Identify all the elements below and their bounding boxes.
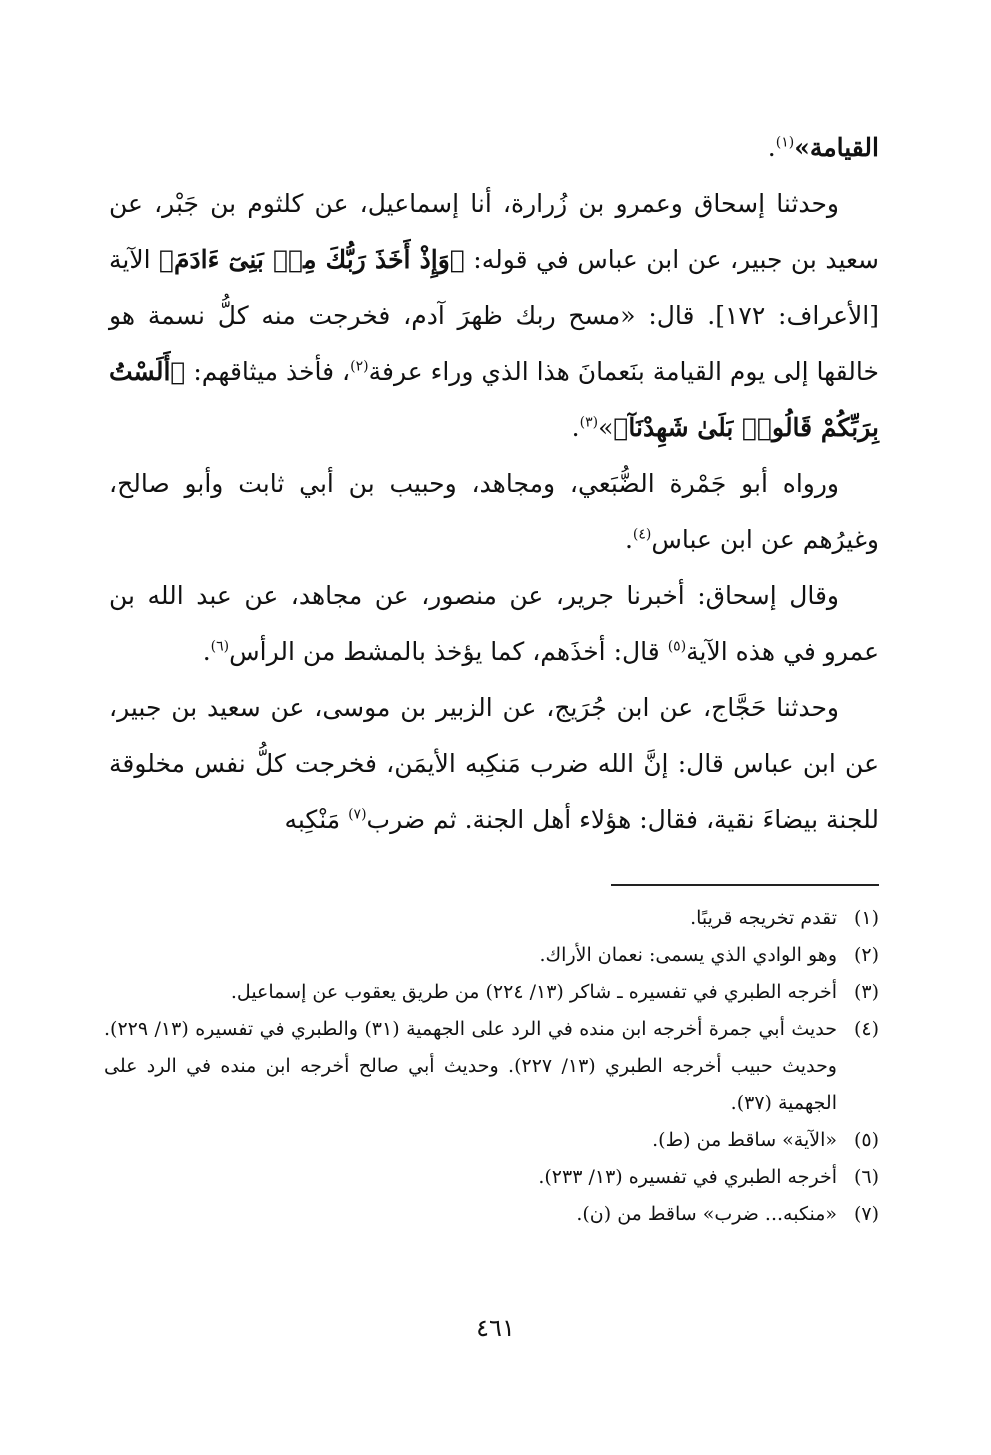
paragraph-4-text-a: وقال إسحاق: أخبرنا جرير، عن منصور، عن مجاهد، عن عبد الله بن عمرو في هذه الآية (109, 581, 879, 666)
paragraph-2-text-c: ، فأخذ ميثاقهم: (185, 357, 351, 386)
paragraph-4 (109, 568, 879, 680)
paragraph-4-end: . (202, 637, 211, 666)
footnote-ref-2: (٢) (350, 358, 369, 375)
footnote-3 (104, 974, 879, 1011)
main-text (109, 120, 879, 848)
paragraph-3-end: . (624, 525, 633, 554)
footnote-ref-1: (١) (775, 134, 795, 151)
footnote-text: «الآية» ساقط من (ط). (652, 1129, 837, 1151)
paragraph-3-text: ورواه أبو جَمْرة الضُّبَعي، ومجاهد، وحبيب بن أبي ثابت وأبو صالح، وغيرُهم عن ابن عباس (109, 469, 879, 554)
quran-verse-1: ﴿وَإِذْ أَخَذَ رَبُّكَ مِنۢ بَنِىٓ ءَادَمَ﴾ (159, 245, 465, 274)
paragraph-2 (109, 176, 879, 456)
footnote-number: (٥) (853, 1129, 879, 1151)
quran-verse-2: ﴿أَلَسْتُ بِرَبِّكُمْ قَالُوا۟ بَلَىٰ شَهِدْنَآ﴾ (109, 357, 879, 442)
paragraph-1-text: القيامة» (794, 133, 879, 162)
footnote-number: (١) (853, 907, 879, 929)
page-number: ٤٦١ (476, 1314, 515, 1342)
footnote-ref-5: (٥) (667, 638, 687, 655)
paragraph-2-end: . (571, 413, 580, 442)
paragraph-5 (109, 680, 879, 848)
footnote-ref-4: (٤) (632, 526, 652, 543)
footnote-2 (104, 937, 879, 974)
footnote-number: (٣) (853, 981, 879, 1003)
footnote-text: أخرجه الطبري في تفسيره (١٣/ ٢٣٣). (538, 1166, 837, 1188)
footnote-ref-7: (٧) (348, 806, 367, 823)
paragraph-2-text-d: » (598, 413, 614, 442)
paragraph-2-text-a: وحدثنا إسحاق وعمرو بن زُرارة، أنا إسماعيل، عن كلثوم بن جَبْر، عن سعيد بن جبير، عن ابن عباس في قوله: (109, 189, 879, 274)
footnote-text: أخرجه الطبري في تفسيره ـ شاكر (١٣/ ٢٢٤) من طريق يعقوب عن إسماعيل. (230, 981, 837, 1003)
footnote-ref-3: (٣) (579, 414, 599, 431)
footnotes (104, 900, 879, 1233)
paragraph-2-text-b: الآية [الأعراف: ١٧٢]. قال: «مسح ربك ظهرَ آدم، فخرجت منه كلُّ نسمة هو خالقها إلى يوم القيامة بنَعمانَ هذا الذي وراء عرفة (109, 245, 879, 386)
paragraph-3 (109, 456, 879, 568)
paragraph-5-text-a: وحدثنا حَجَّاج، عن ابن جُرَيج، عن الزبير بن موسى، عن سعيد بن جبير، عن ابن عباس قال: إنَّ الله ضرب مَنكِبه الأيمَن، فخرجت كلُّ نفس مخلوقة للجنة بيضاءَ نقية، فقال: هؤلاء أهل الجنة. ثم ضرب (109, 693, 879, 834)
footnote-text: تقدم تخريجه قريبًا. (690, 907, 837, 929)
footnote-1 (104, 900, 879, 937)
footnote-6 (104, 1159, 879, 1196)
footnote-text: وهو الوادي الذي يسمى: نعمان الأراك. (539, 944, 837, 966)
paragraph-4-text-b: قال: أخذَهم، كما يؤخذ بالمشط من الرأس (229, 637, 668, 666)
footnote-number: (٢) (853, 944, 879, 966)
footnote-text: حديث أبي جمرة أخرجه ابن منده في الرد على الجهمية (٣١) والطبري في تفسيره (١٣/ ٢٢٩). وحديث حبيب أخرجه الطبري (١٣/ ٢٢٧). وحديث أبي صالح أخرجه ابن منده في الرد على الجهمية (٣٧). (104, 1018, 837, 1114)
footnote-5 (104, 1122, 879, 1159)
paragraph-5-text-b: مَنْكِبه (284, 805, 349, 834)
footnote-number: (٦) (853, 1166, 879, 1188)
footnote-7 (104, 1196, 879, 1233)
footnote-number: (٧) (853, 1203, 879, 1225)
footnote-text: «منكبه... ضرب» ساقط من (ن). (576, 1203, 837, 1225)
footnote-ref-6: (٦) (210, 638, 230, 655)
footnote-divider (611, 884, 879, 886)
paragraph-1 (109, 120, 879, 176)
paragraph-1-end: . (767, 133, 776, 162)
footnote-number: (٤) (853, 1018, 879, 1040)
footnote-4 (104, 1011, 879, 1122)
